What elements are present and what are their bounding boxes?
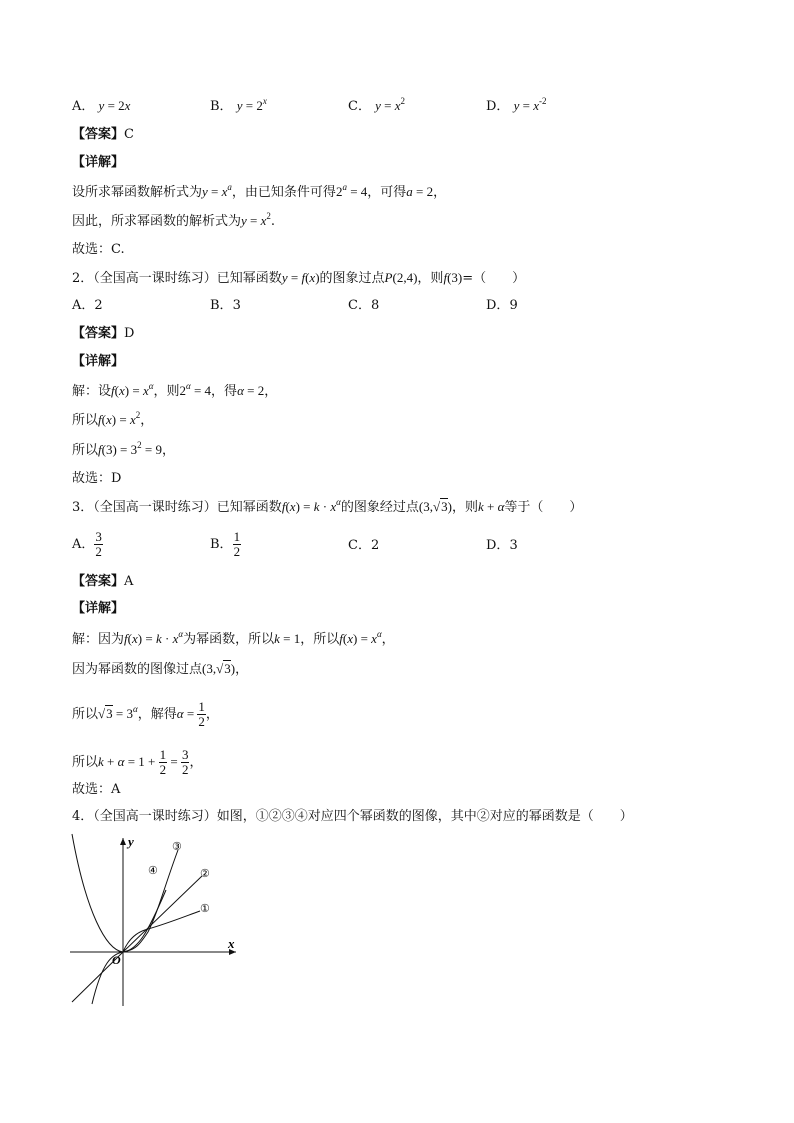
q3-choose: 故选：A <box>72 782 121 797</box>
curve-3 <box>92 850 178 1004</box>
q3-solution-line-2: 因为幂函数的图像过点(3,√3)， <box>72 661 249 677</box>
q3-stem: 3．（全国高一课时练习）已知幂函数$f(x) = k \cdot x^\alpha$的图象经过点(3,√3)，则k + α等于（ ） <box>72 497 583 515</box>
power-function-graph <box>66 832 246 1012</box>
q1-detail-label: 【详解】 <box>72 155 125 170</box>
q1-option-a[interactable]: A． y = 2x <box>72 98 131 114</box>
q2-option-b[interactable]: B．3 <box>210 298 241 313</box>
curve-4 <box>72 834 166 952</box>
q2-stem: 2．（全国高一课时练习）已知幂函数y = f(x)的图象过点P(2,4)，则f(3)=（ ） <box>72 270 526 286</box>
formula: y <box>98 98 105 113</box>
option-label: A． <box>72 99 95 114</box>
q3-solution-line-4: 所以k + α = 1 + $\frac{1}{2}$ = $\frac{3}{2}$ ， <box>72 747 203 777</box>
q3-detail-label: 【详解】 <box>72 601 125 616</box>
q1-option-d[interactable]: D． $y = x^{-2}$ <box>486 96 547 114</box>
option-label: B． <box>210 99 233 114</box>
q2-option-c[interactable]: C．8 <box>348 298 380 313</box>
curve-label-2: ② <box>200 868 210 880</box>
q1-answer: 【答案】C <box>72 127 134 142</box>
y-axis-arrow <box>120 838 126 845</box>
q3-solution-line-3: 所以$√3 = 3^\alpha$，解得α = $\frac{1}{2}$ ， <box>72 699 219 729</box>
q2-solution-line-1: 解：设$f(x) = x^\alpha$，则$2^\alpha = 4$，得α = 2， <box>72 381 278 399</box>
q3-option-d[interactable]: D．3 <box>486 538 518 553</box>
q3-option-a[interactable]: A． $\frac{3}{2}$ <box>72 529 102 559</box>
q2-choose: 故选：D <box>72 471 122 486</box>
q1-option-b[interactable]: B． $y = 2^x$ <box>210 96 267 114</box>
q1-choose: 故选：C. <box>72 242 125 257</box>
q3-option-b[interactable]: B． $\frac{1}{2}$ <box>210 529 241 559</box>
y-axis-label: y <box>128 834 134 849</box>
option-label: D． <box>486 99 510 114</box>
q2-solution-line-2: 所以$f(x) = x^2$， <box>72 410 154 428</box>
x-axis-label: x <box>228 936 235 951</box>
q1-solution-line-2: 因此，所求幂函数的解析式为$y = x^2$. <box>72 211 276 229</box>
q2-detail-label: 【详解】 <box>72 354 125 369</box>
q2-option-a[interactable]: A．2 <box>72 298 103 313</box>
curve-label-3: ③ <box>172 841 182 853</box>
q2-answer: 【答案】D <box>72 326 135 341</box>
q3-solution-line-1: 解：因为$f(x) = k \cdot x^\alpha$为幂函数，所以k = 1，所以$f(x) = x^\alpha$， <box>72 629 395 647</box>
formula: y <box>513 98 520 113</box>
curve-label-1: ① <box>200 903 210 915</box>
q4-stem: 4．（全国高一课时练习）如图，①②③④对应四个幂函数的图像，其中②对应的幂函数是（ ） <box>72 809 633 824</box>
q1-solution-line-1: 设所求幂函数解析式为$y = x^a$，由已知条件可得$2^a = 4$，可得a = 2， <box>72 182 447 200</box>
q2-option-d[interactable]: D．9 <box>486 298 518 313</box>
origin-label: O <box>112 953 121 967</box>
option-label: C． <box>348 99 371 114</box>
q2-solution-line-3: 所以$f(3) = 3^2 = 9$， <box>72 440 175 458</box>
q1-option-c[interactable]: C． $y = x^2$ <box>348 96 405 114</box>
formula: y <box>375 98 381 113</box>
formula: y <box>236 98 243 113</box>
q3-option-c[interactable]: C．2 <box>348 538 380 553</box>
curve-label-4: ④ <box>148 865 158 877</box>
q3-answer: 【答案】A <box>72 574 134 589</box>
curve-2 <box>72 876 202 1002</box>
